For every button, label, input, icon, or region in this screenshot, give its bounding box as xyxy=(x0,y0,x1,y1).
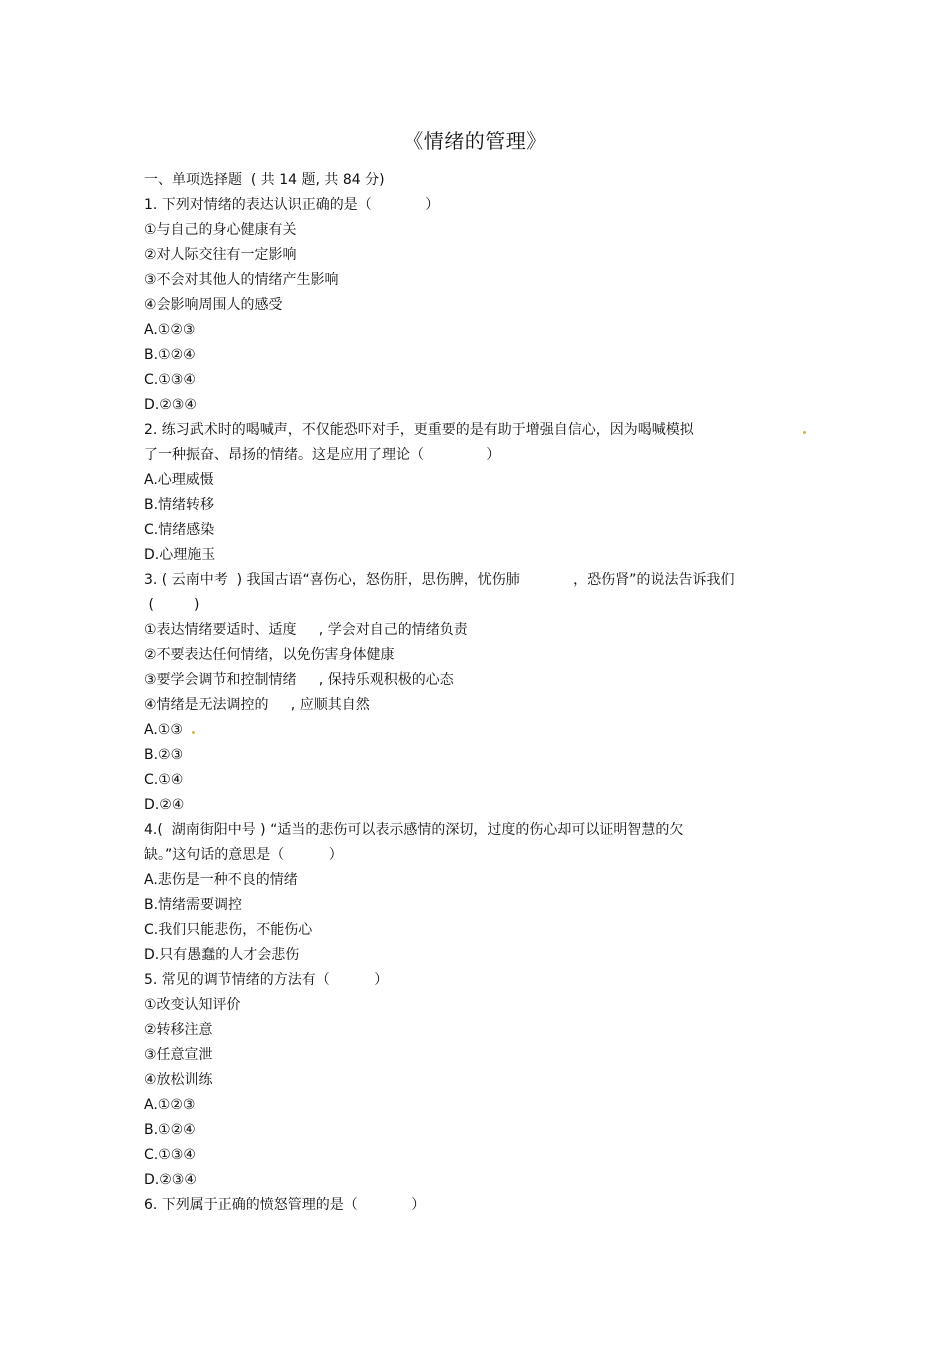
text-line: ③任意宣泄 xyxy=(144,1047,213,1063)
text-line: C.我们只能悲伤，不能伤心 xyxy=(144,922,313,938)
text-line: 4.( 湖南街阳中号 ) “适当的悲伤可以表示感情的深切，过度的伤心却可以证明智慧的欠 xyxy=(144,822,684,838)
text-line: D.②③④ xyxy=(144,397,197,413)
text-line: 5. 常见的调节情绪的方法有（ ） xyxy=(144,972,389,988)
text-line: A.①③ xyxy=(144,722,183,738)
stray-mark xyxy=(192,731,195,734)
text-line: ③要学会调节和控制情绪 , 保持乐观积极的心态 xyxy=(144,672,454,688)
text-line: ( ) xyxy=(144,597,200,613)
text-line: C.情绪感染 xyxy=(144,522,215,538)
text-line: D.②④ xyxy=(144,797,185,813)
text-line: B.①②④ xyxy=(144,1122,196,1138)
text-line: ③不会对其他人的情绪产生影响 xyxy=(144,272,339,288)
text-line: ④放松训练 xyxy=(144,1072,213,1088)
text-line: B.②③ xyxy=(144,747,184,763)
text-line: A.悲伤是一种不良的情绪 xyxy=(144,872,298,888)
text-line: B.情绪需要调控 xyxy=(144,897,243,913)
text-line: A.①②③ xyxy=(144,1097,196,1113)
text-line: ④会影响周围人的感受 xyxy=(144,297,283,313)
text-line: 2. 练习武术时的喝喊声，不仅能恐吓对手，更重要的是有助于增强自信心，因为喝喊模拟 xyxy=(144,422,694,438)
text-line: ②对人际交往有一定影响 xyxy=(144,247,297,263)
text-line: 了一种振奋、昂扬的情绪。这是应用了理论（ ） xyxy=(144,447,501,463)
text-line: B.情绪转移 xyxy=(144,497,215,513)
text-line: C.①③④ xyxy=(144,372,196,388)
text-line: 缺。”这句话的意思是（ ） xyxy=(144,847,343,863)
text-line: 3. ( 云南中考 ) 我国古语“喜伤心，怒伤肝，思伤脾，忧伤肺 ，恐伤肾”的说法告诉我们 xyxy=(144,572,735,588)
text-line: D.只有愚蠢的人才会悲伤 xyxy=(144,947,300,963)
document-title: 《情绪的管理》 xyxy=(403,129,547,153)
text-line: 一、单项选择题 ( 共 14 题, 共 84 分) xyxy=(144,172,385,188)
text-line: ①与自己的身心健康有关 xyxy=(144,222,297,238)
stray-mark xyxy=(803,431,806,434)
text-line: ①表达情绪要适时、适度 , 学会对自己的情绪负责 xyxy=(144,622,468,638)
text-line: ②转移注意 xyxy=(144,1022,213,1038)
text-line: 1. 下列对情绪的表达认识正确的是（ ） xyxy=(144,197,440,213)
text-line: C.①④ xyxy=(144,772,184,788)
text-line: A.①②③ xyxy=(144,322,196,338)
text-line: A.心理威慑 xyxy=(144,472,214,488)
text-line: ④情绪是无法调控的 , 应顺其自然 xyxy=(144,697,370,713)
text-line: ②不要表达任何情绪，以免伤害身体健康 xyxy=(144,647,395,663)
text-line: B.①②④ xyxy=(144,347,196,363)
text-line: ①改变认知评价 xyxy=(144,997,241,1013)
text-line: 6. 下列属于正确的愤怒管理的是（ ） xyxy=(144,1197,426,1213)
text-line: D.心理施玉 xyxy=(144,547,216,563)
text-line: D.②③④ xyxy=(144,1172,197,1188)
text-line: C.①③④ xyxy=(144,1147,196,1163)
